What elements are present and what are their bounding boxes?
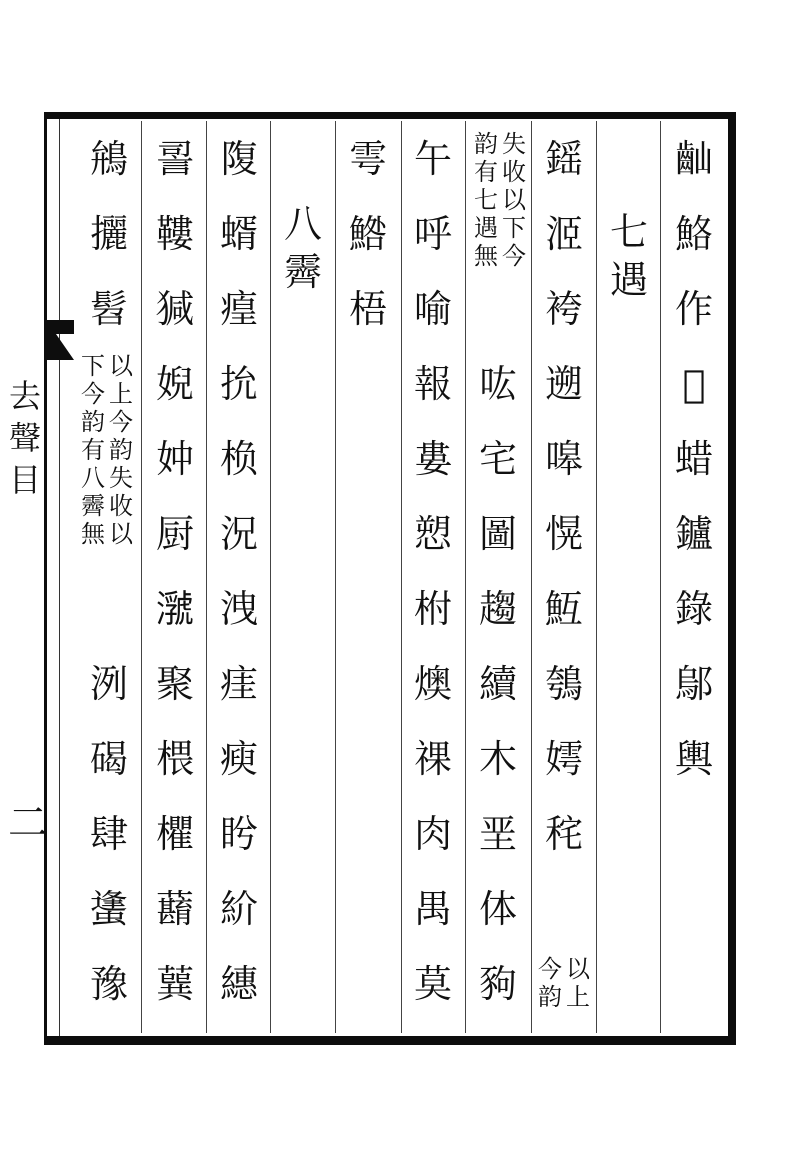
frame-top-border: [44, 112, 736, 119]
column-rule: [335, 121, 336, 1033]
column-rule: [531, 121, 532, 1033]
note-char: 下: [81, 352, 105, 380]
column-char: 体: [478, 887, 517, 931]
column-char: 垩: [478, 812, 517, 856]
column-char: 鯦: [348, 212, 387, 256]
note-char: 韵: [81, 408, 105, 436]
annotation-note-3: [80, 352, 134, 548]
note-char: 今: [502, 242, 526, 270]
column-char: 㾏: [219, 662, 258, 706]
column-char: 蝑: [219, 212, 258, 256]
column-char: 鞻: [155, 212, 194, 256]
column-char: 木: [478, 737, 517, 781]
note-char: 無: [474, 242, 498, 270]
frame-inner-rule: [59, 119, 60, 1036]
note-char: 有: [81, 436, 105, 464]
column-char: 輿: [674, 737, 713, 781]
column-char: 嫮: [544, 737, 583, 781]
column-char: 魱: [544, 587, 583, 631]
note-subcolumn-right: [501, 130, 527, 270]
column-char: 燠: [413, 662, 452, 706]
note-char: 今: [81, 380, 105, 408]
column-char: 趨: [478, 587, 517, 631]
column-char: 鴘: [89, 137, 128, 181]
note-char: 收: [109, 492, 133, 520]
column-char: 厨: [155, 512, 194, 556]
column-char: 吰: [478, 362, 517, 406]
column-char: 秺: [544, 812, 583, 856]
column-char: 肆: [89, 812, 128, 856]
note-char: 今: [109, 408, 133, 436]
column-char: 鴮: [544, 662, 583, 706]
column-char: 圖: [478, 512, 517, 556]
margin-section-title: [5, 375, 45, 501]
note-char: 無: [81, 520, 105, 548]
column-char: 𦺈: [155, 962, 194, 1006]
column-char: 愰: [544, 512, 583, 556]
heading-char: 遇: [609, 258, 648, 302]
note-char: 有: [474, 158, 498, 186]
note-char: 七: [474, 186, 498, 214]
note-subcolumn-right: [565, 955, 591, 1011]
column-char: 宅: [478, 437, 517, 481]
column-char: 妕: [155, 437, 194, 481]
column-char: 肉: [413, 812, 452, 856]
text-column-8: [216, 122, 262, 1022]
margin-title-char: 去: [8, 377, 41, 415]
note-char: 以: [566, 955, 590, 983]
frame-bottom-border: [44, 1036, 736, 1045]
note-char: 韵: [474, 130, 498, 158]
column-char: 瘐: [219, 737, 258, 781]
page-number: 二: [8, 800, 48, 846]
heading-char: 霽: [283, 250, 322, 294]
note-char: 上: [109, 380, 133, 408]
column-char: 愬: [413, 512, 452, 556]
column-char: 作: [674, 287, 713, 331]
text-column-10-bottom: [86, 647, 132, 1022]
note-char: 失: [109, 464, 133, 492]
note-char: 下: [502, 214, 526, 242]
column-char: 鄔: [674, 662, 713, 706]
column-char: 袴: [544, 287, 583, 331]
column-rule: [206, 121, 207, 1033]
column-char: 續: [478, 662, 517, 706]
section-heading-seven: [606, 208, 652, 304]
column-char: 嗥: [544, 437, 583, 481]
text-column-10-top: [86, 122, 132, 347]
column-char: 㺂: [155, 287, 194, 331]
column-char: 紒: [219, 887, 258, 931]
column-char: 碣: [89, 737, 128, 781]
column-char: 遡: [544, 362, 583, 406]
note-subcolumn-left: [80, 352, 106, 548]
column-char: 洍: [544, 212, 583, 256]
column-char: 欋: [155, 812, 194, 856]
note-char: 韵: [538, 983, 562, 1011]
text-column-6: [345, 122, 391, 347]
column-char: 鎐: [544, 137, 583, 181]
column-char: 㾮: [219, 287, 258, 331]
column-char: 蘛: [155, 887, 194, 931]
fish-tail-mark: [44, 320, 74, 360]
column-char: 豫: [89, 962, 128, 1006]
note-char: 今: [538, 955, 562, 983]
text-column-9: [152, 122, 198, 1022]
note-char: 霽: [81, 492, 105, 520]
column-char: 呼: [413, 212, 452, 256]
note-subcolumn-right: [108, 352, 134, 548]
column-char: 㭥: [219, 437, 258, 481]
column-char: 午: [413, 137, 452, 181]
column-char: 𪗘: [674, 137, 713, 181]
note-char: 遇: [474, 214, 498, 242]
column-char: 錄: [674, 587, 713, 631]
column-char: 雩: [348, 137, 387, 181]
heading-char: 七: [609, 210, 648, 254]
column-char: 婁: [413, 437, 452, 481]
note-char: 收: [502, 158, 526, 186]
column-rule: [465, 121, 466, 1033]
text-column-3: [541, 122, 587, 872]
column-char: 況: [219, 512, 258, 556]
note-char: 以: [109, 352, 133, 380]
column-rule: [401, 121, 402, 1033]
column-char: 抁: [219, 362, 258, 406]
text-column-1: [671, 122, 717, 797]
note-char: 以: [502, 186, 526, 214]
text-column-4: [475, 347, 521, 1022]
column-char: 梧: [348, 287, 387, 331]
annotation-note-1: [537, 955, 591, 1011]
column-char: 繐: [219, 962, 258, 1006]
frame-right-border: [728, 112, 736, 1045]
column-char: 蜡: [674, 437, 713, 481]
column-char: 䗬: [89, 887, 128, 931]
note-subcolumn-left: [537, 955, 563, 1011]
column-char: 髫: [89, 287, 128, 331]
column-char: 豞: [478, 962, 517, 1006]
column-char: 鮥: [674, 212, 713, 256]
column-rule: [141, 121, 142, 1033]
text-column-5: [410, 122, 456, 1022]
note-char: 失: [502, 130, 526, 158]
column-char: 椳: [155, 737, 194, 781]
margin-title-char: 目: [8, 461, 41, 499]
note-subcolumn-left: [473, 130, 499, 270]
frame-left-border: [44, 112, 47, 1045]
annotation-note-2: [473, 130, 527, 270]
note-char: 韵: [109, 436, 133, 464]
column-char: 莫: [413, 962, 452, 1006]
note-char: 以: [109, 520, 133, 548]
column-char: 鑪: [674, 512, 713, 556]
heading-char: 八: [283, 202, 322, 246]
column-rule: [596, 121, 597, 1033]
column-char: 柎: [413, 587, 452, 631]
note-char: 八: [81, 464, 105, 492]
column-char: 洩: [219, 587, 258, 631]
column-char: 祼: [413, 737, 452, 781]
column-rule: [660, 121, 661, 1033]
column-char: 洌: [89, 662, 128, 706]
note-char: 上: [566, 983, 590, 1011]
column-char: 䛐: [155, 137, 194, 181]
column-char: 𦟩: [682, 362, 706, 406]
column-char: 攦: [89, 212, 128, 256]
column-char: 𤂆: [155, 587, 194, 631]
column-char: 禺: [413, 887, 452, 931]
column-char: 婗: [155, 362, 194, 406]
column-char: 盻: [219, 812, 258, 856]
column-char: 聚: [155, 662, 194, 706]
margin-title-char: 聲: [8, 419, 41, 457]
section-heading-eight: [280, 200, 326, 296]
column-char: 䧗: [219, 137, 258, 181]
column-rule: [270, 121, 271, 1033]
column-char: 報: [413, 362, 452, 406]
column-char: 喻: [413, 287, 452, 331]
